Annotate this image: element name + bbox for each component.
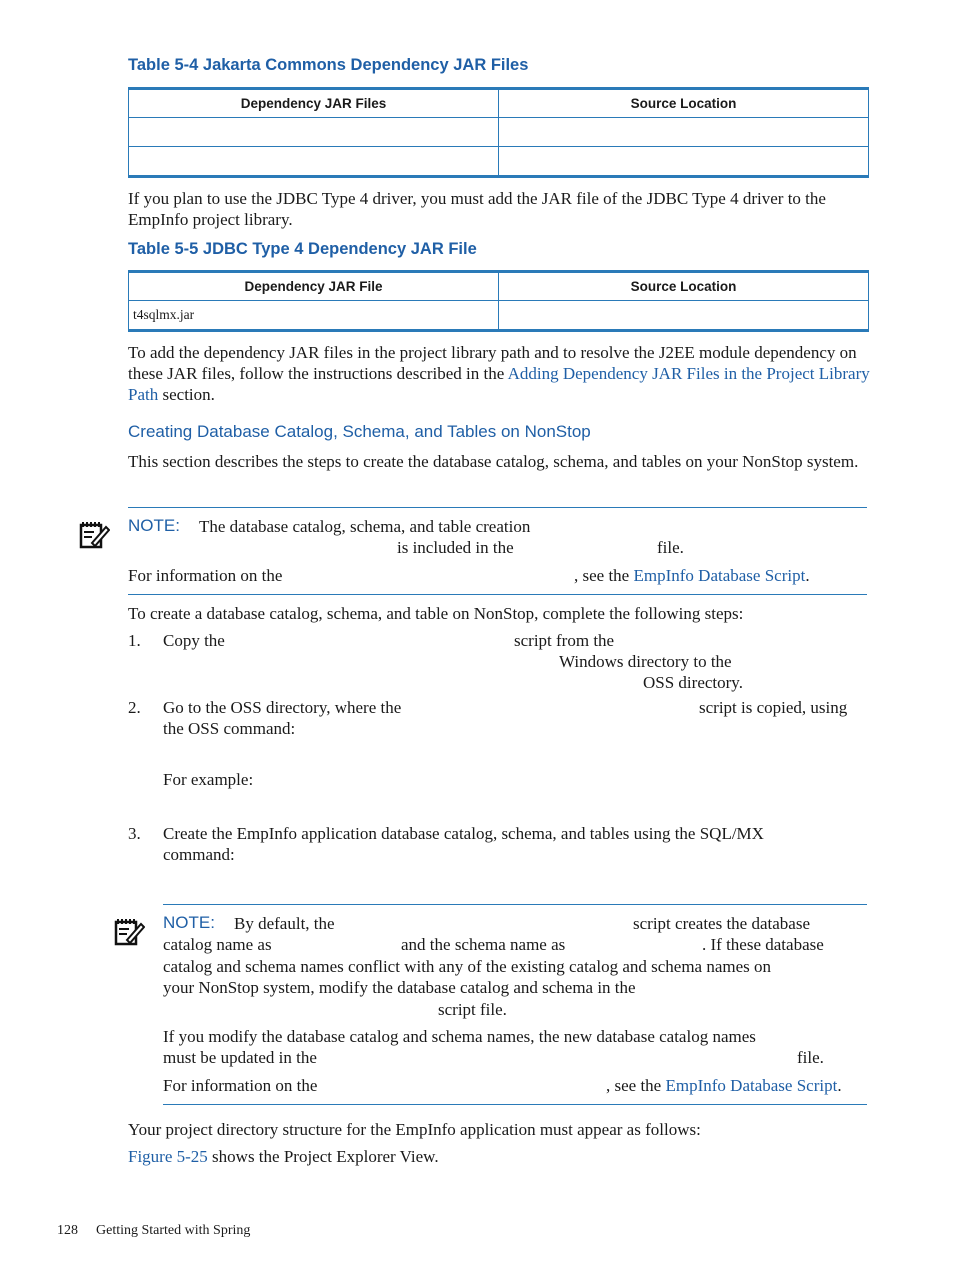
step-number: 1. xyxy=(128,631,141,650)
note-info-text: . xyxy=(837,1076,842,1095)
step-text: Windows directory to the xyxy=(559,652,732,671)
page-number: 128 xyxy=(57,1223,78,1238)
table-header: Dependency JAR File xyxy=(129,272,499,301)
note-text: catalog and schema names conflict with any of the existing catalog and schema names on xyxy=(163,957,772,976)
link-empinfo-database-script[interactable]: EmpInfo Database Script xyxy=(665,1076,838,1095)
step-number: 2. xyxy=(128,698,141,717)
note-text: script file. xyxy=(438,1000,507,1019)
step-text: script from the xyxy=(514,631,615,650)
table-cell xyxy=(129,147,499,177)
step-text: OSS directory. xyxy=(643,673,743,692)
paragraph-jdbc: If you plan to use the JDBC Type 4 driver, you must add the JAR file of the JDBC Type 4 driver to the EmpInfo project library. xyxy=(128,189,826,229)
table-cell: t4sqlmx.jar xyxy=(129,301,499,331)
link-empinfo-database-script[interactable]: EmpInfo Database Script xyxy=(633,566,806,585)
step-text: the OSS command: xyxy=(163,719,296,738)
note-icon xyxy=(78,518,110,555)
note-text: script creates the database xyxy=(633,914,810,933)
paragraph-text: section. xyxy=(158,385,215,404)
note-text: . If these database xyxy=(702,935,824,954)
note-text: file. xyxy=(797,1048,824,1067)
note-text: must be updated in the xyxy=(163,1048,317,1067)
step-text: For example: xyxy=(163,770,254,789)
step-text: script is copied, using xyxy=(699,698,848,717)
divider xyxy=(128,507,867,508)
section-heading: Creating Database Catalog, Schema, and Tables on NonStop xyxy=(128,422,591,441)
note-text: If you modify the database catalog and schema names, the new database catalog names xyxy=(163,1027,756,1046)
step-text: command: xyxy=(163,845,235,864)
table-header: Dependency JAR Files xyxy=(129,89,499,118)
table-cell xyxy=(499,147,869,177)
paragraph-text: To add the dependency JAR files in the project library path and to resolve the J2EE module dependency on these JAR files, follow the instructions described in the xyxy=(128,343,857,383)
table-header: Source Location xyxy=(499,89,869,118)
note-label: NOTE: xyxy=(163,913,215,932)
note-info-text: For information on the xyxy=(163,1076,318,1095)
note-info-text: For information on the xyxy=(128,566,283,585)
divider xyxy=(128,594,867,595)
table-header: Source Location xyxy=(499,272,869,301)
note-text: and the schema name as xyxy=(401,935,566,954)
divider xyxy=(163,1104,867,1105)
table-5-4 xyxy=(128,87,869,178)
note-info-text: , see the xyxy=(606,1076,662,1095)
link-figure-5-25[interactable]: Figure 5-25 xyxy=(128,1147,208,1166)
note-text: The database catalog, schema, and table creation xyxy=(199,517,531,536)
paragraph-text: shows the Project Explorer View. xyxy=(207,1147,439,1166)
note-info-text: , see the xyxy=(574,566,630,585)
step-text: Go to the OSS directory, where the xyxy=(163,698,402,717)
step-text: Create the EmpInfo application database catalog, schema, and tables using the SQL/MX xyxy=(163,824,764,843)
table-5-5 xyxy=(128,270,869,332)
note-info-text: . xyxy=(805,566,810,585)
note-text: catalog name as xyxy=(163,935,272,954)
note-text: file. xyxy=(657,538,684,557)
note-text: By default, the xyxy=(234,914,335,933)
table-5-4-caption: Table 5-4 Jakarta Commons Dependency JAR Files xyxy=(128,56,529,74)
note-text: your NonStop system, modify the database catalog and schema in the xyxy=(163,978,636,997)
table-cell xyxy=(499,118,869,147)
table-cell xyxy=(129,118,499,147)
step-number: 3. xyxy=(128,824,141,843)
link-adding-dependency-jar[interactable]: Adding Dependency JAR Files in the Project Library Path xyxy=(128,364,870,404)
paragraph-figure xyxy=(128,1146,439,1167)
table-cell xyxy=(499,301,869,331)
note-info-line xyxy=(574,565,810,586)
note-info-line xyxy=(606,1075,842,1096)
divider xyxy=(163,904,867,905)
paragraph-directory: Your project directory structure for the EmpInfo application must appear as follows: xyxy=(128,1120,701,1139)
note-label: NOTE: xyxy=(128,516,180,535)
steps-intro: To create a database catalog, schema, and table on NonStop, complete the following steps: xyxy=(128,604,744,623)
table-5-5-caption: Table 5-5 JDBC Type 4 Dependency JAR File xyxy=(128,240,477,258)
note-text: is included in the xyxy=(397,538,514,557)
step-text: Copy the xyxy=(163,631,225,650)
paragraph-section-desc: This section describes the steps to create the database catalog, schema, and tables on your NonStop system. xyxy=(128,452,859,471)
footer-title: Getting Started with Spring xyxy=(96,1223,251,1238)
table-row xyxy=(129,147,869,177)
table-row xyxy=(129,301,869,331)
table-row xyxy=(129,118,869,147)
note-icon xyxy=(113,915,145,952)
paragraph-dependency xyxy=(128,342,873,405)
